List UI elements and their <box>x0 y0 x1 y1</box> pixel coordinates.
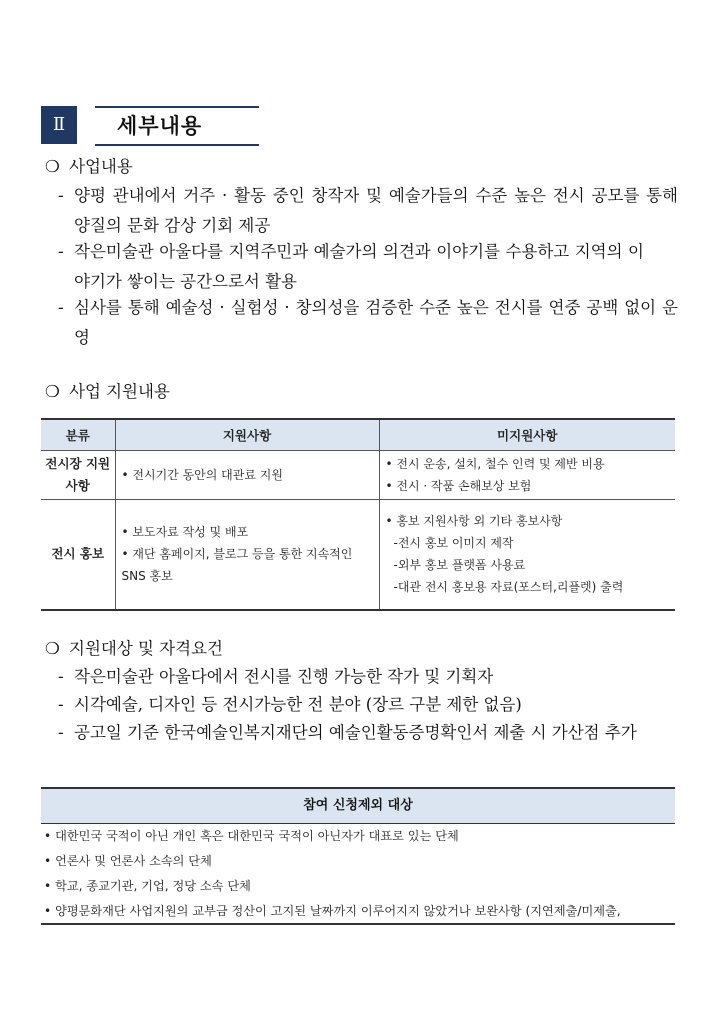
section-number: Ⅱ <box>41 106 77 144</box>
list-item: • 양평문화재단 사업지원의 교부금 정산이 고지된 날짜까지 이루어지지 않았거나 보완사항 (지연제출/미제출, <box>44 904 621 918</box>
table-header-supported: 지원사항 <box>115 419 379 451</box>
business-item-2: - 작은미술관 아울다를 지역주민과 예술가의 의견과 이야기를 수용하고 지역의 이야기가 쌓이는 공간으로서 활용 <box>58 237 678 297</box>
eligibility-item-3: - 공고일 기준 한국예술인복지재단의 예술인활동증명확인서 제출 시 가산점 추가 <box>58 718 678 748</box>
business-heading <box>45 155 133 179</box>
circle-bullet-icon: ❍ <box>45 382 60 401</box>
dash-bullet: - <box>58 723 64 742</box>
eligibility-heading-text: 지원대상 및 자격요건 <box>69 639 223 658</box>
business-item-1: - 양평 관내에서 거주 · 활동 중인 창작자 및 예술가들의 수준 높은 전시 공모를 통해 양질의 문화 감상 기회 제공 <box>58 181 678 241</box>
support-heading-text: 사업 지원내용 <box>69 382 170 401</box>
business-item-3: - 심사를 통해 예술성 · 실험성 · 창의성을 검증한 수준 높은 전시를 연중 공백 없이 운영 <box>58 293 678 353</box>
row-unsupported: • 홍보 지원사항 외 기타 홍보사항 -전시 홍보 이미지 제작 -외부 홍보 플랫폼 사용료 -대관 전시 홍보용 자료(포스터,리플렛) 출력 <box>379 500 675 610</box>
row-supported: • 전시기간 동안의 대관료 지원 <box>115 451 379 500</box>
exclusion-list <box>44 824 674 924</box>
table-row <box>41 451 675 500</box>
list-item: • 대한민국 국적이 아닌 개인 혹은 대한민국 국적이 아닌자가 대표로 있는 단체 <box>44 829 459 843</box>
circle-bullet-icon: ❍ <box>45 157 60 176</box>
row-unsupported: • 전시 운송, 설치, 철수 인력 및 제반 비용 • 전시 · 작품 손해보상 보험 <box>379 451 675 500</box>
business-heading-text: 사업내용 <box>69 157 133 176</box>
table-header-category: 분류 <box>41 419 115 451</box>
list-item: • 학교, 종교기관, 기업, 정당 소속 단체 <box>44 879 251 893</box>
dash-bullet: - <box>58 242 64 261</box>
exclusion-title: 참여 신청제외 대상 <box>41 787 675 824</box>
eligibility-heading <box>45 637 223 661</box>
row-category: 전시 홍보 <box>41 500 115 610</box>
support-heading <box>45 380 170 404</box>
eligibility-item-1: - 작은미술관 아울다에서 전시를 진행 가능한 작가 및 기획자 <box>58 662 678 692</box>
row-category: 전시장 지원사항 <box>41 451 115 500</box>
row-supported: • 보도자료 작성 및 배포 • 재단 홈페이지, 블로그 등을 통한 지속적인 SNS 홍보 <box>115 500 379 610</box>
dash-bullet: - <box>58 695 64 714</box>
divider <box>41 923 675 925</box>
dash-bullet: - <box>58 298 64 317</box>
dash-bullet: - <box>58 186 64 205</box>
eligibility-item-2: - 시각예술, 디자인 등 전시가능한 전 분야 (장르 구분 제한 없음) <box>58 690 678 720</box>
table-row <box>41 500 675 610</box>
dash-bullet: - <box>58 667 64 686</box>
circle-bullet-icon: ❍ <box>45 639 60 658</box>
section-title: 세부내용 <box>117 114 203 138</box>
section-title-box <box>95 106 259 146</box>
table-header-row <box>41 419 675 451</box>
list-item: • 언론사 및 언론사 소속의 단체 <box>44 854 212 868</box>
support-table <box>41 418 675 611</box>
table-header-unsupported: 미지원사항 <box>379 419 675 451</box>
